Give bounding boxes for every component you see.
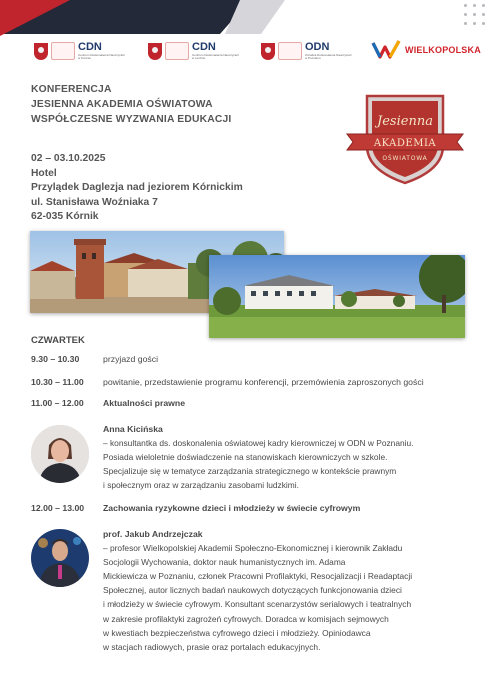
program-desc: Zachowania ryzykowne dzieci i młodzieży w świecie cyfrowym — [103, 503, 361, 513]
dot-grid-decoration — [464, 4, 486, 28]
bio-line: Specjalizuje się w tematyce zarządzania strategicznego w kontekście prawnym — [103, 466, 397, 477]
logo-cdn-konin — [34, 36, 126, 66]
bio-line: i młodzieży w świecie cyfrowym. Konsultant scenarzystów serialowych i teatralnych — [103, 599, 412, 610]
program-desc: przyjazd gości — [103, 354, 159, 364]
program-time: 10.30 – 11.00 — [31, 377, 84, 387]
bio-line: – profesor Wielkopolskiej Akademii Społeczno-Ekonomicznej i kierownik Zakładu — [103, 543, 403, 554]
emblem-bottom-text: OŚWIATOWA — [382, 155, 428, 162]
venue-city: 62-035 Kórnik — [31, 211, 99, 222]
bio-line: Posiada wieloletnie doświadczenie na stanowiskach kierowniczych w szkole. — [103, 452, 388, 463]
conference-title — [31, 82, 232, 127]
logo-wielkopolska — [371, 39, 481, 61]
emblem-top-text: Jesienna — [377, 114, 433, 129]
logo-cdn-leszno — [148, 36, 240, 66]
venue-type: Hotel — [31, 167, 57, 179]
speaker-bio-kicinska — [103, 422, 414, 492]
region-logo-text: WIELKOPOLSKA — [405, 45, 481, 55]
bio-line: Mickiewicza w Poznaniu, członek Pracowni Profilaktyki, Resocjalizacji i Readaptacji — [103, 571, 413, 582]
jesienna-akademia-emblem — [345, 90, 465, 186]
bio-line: Społecznej, autor licznych badań naukowych dotyczących funkcjonowania dzieci — [103, 585, 402, 596]
logo-abbr: CDN — [192, 41, 216, 53]
partner-logos — [0, 36, 490, 68]
crest-icon — [261, 43, 275, 60]
program-day: CZWARTEK — [31, 335, 85, 346]
program-time: 12.00 – 13.00 — [31, 503, 85, 513]
venue-name: Przylądek Daglezja nad jeziorem Kórnickim — [31, 182, 243, 193]
program-time: 9.30 – 10.30 — [31, 354, 80, 364]
title-line-2: JESIENNA AKADEMIA OŚWIATOWA — [31, 99, 213, 110]
event-info — [31, 152, 243, 225]
speaker-name: Anna Kicińska — [103, 424, 163, 434]
crest-icon — [148, 43, 162, 60]
logo-name: Ośrodek Doskonalenia Nauczycieli w Poznaniu — [305, 53, 352, 60]
logo-abbr: ODN — [305, 41, 330, 53]
speaker-photo-kicinska — [31, 425, 89, 483]
hotel-photo-lake — [209, 255, 465, 338]
logo-name: Centrum Doskonalenia Nauczycieli w Koninie — [78, 53, 125, 60]
event-dates: 02 – 03.10.2025 — [31, 153, 106, 164]
bio-line: Socjologii Wychowania, doktor nauk humanistycznych im. Adama — [103, 557, 346, 568]
speaker-photo-andrzejczak — [31, 529, 89, 587]
venue-street: ul. Stanisława Woźniaka 7 — [31, 196, 158, 208]
title-line-3: WSPÓŁCZESNE WYZWANIA EDUKACJI — [31, 114, 232, 125]
bio-line: i społecznym oraz w zarządzaniu zasobami ludzkimi. — [103, 480, 299, 491]
bio-line: w stacjach radiowych, prasie oraz portalach edukacyjnych. — [103, 641, 321, 652]
bio-line: – konsultantka ds. doskonalenia oświatowej kadry kierowniczej w ODN w Poznaniu. — [103, 438, 414, 449]
logo-odn-poznan — [261, 36, 353, 66]
wielkopolska-w-icon — [371, 39, 401, 61]
speaker-name: prof. Jakub Andrzejczak — [103, 529, 203, 539]
title-line-1: KONFERENCJA — [31, 84, 112, 95]
logo-abbr: CDN — [78, 41, 102, 53]
program-desc: powitanie, przedstawienie programu konferencji, przemówienia zaproszonych gości — [103, 377, 424, 387]
books-icon — [165, 42, 189, 60]
speaker-bio-andrzejczak — [103, 527, 412, 654]
books-icon — [51, 42, 75, 60]
bio-line: w kwestiach bezpieczeństwa cyfrowego dzieci i młodzieży. Opiniodawca — [103, 627, 371, 638]
books-icon — [278, 42, 302, 60]
emblem-banner-text: AKADEMIA — [373, 138, 437, 149]
logo-name: Centrum Doskonalenia Nauczycieli w Lesznie — [192, 53, 239, 60]
program-time: 11.00 – 12.00 — [31, 398, 84, 408]
crest-icon — [34, 43, 48, 60]
program-desc: Aktualności prawne — [103, 398, 186, 408]
bio-line: w zakresie profilaktyki zagrożeń cyfrowych. Doradca w komisjach sejmowych — [103, 613, 389, 624]
